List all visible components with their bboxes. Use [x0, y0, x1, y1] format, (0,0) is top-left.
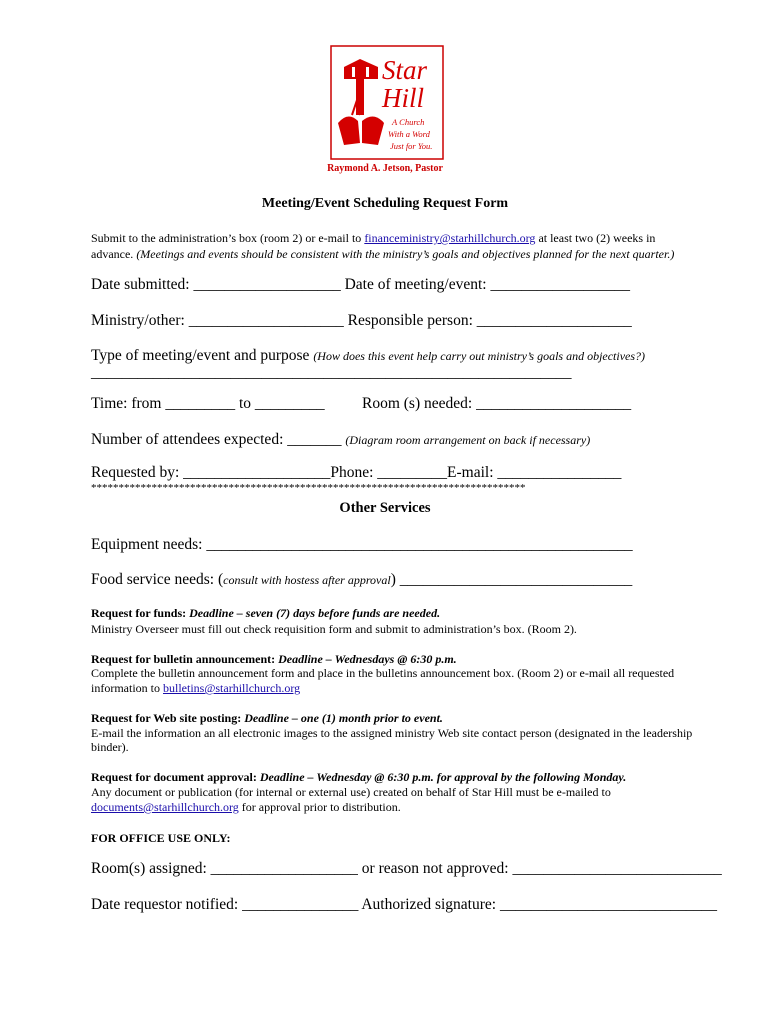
type-line[interactable]: ______________________________________________________________	[91, 364, 572, 381]
intro-note: (Meetings and events should be consistent with the ministry’s goals and objectives planned for the next quarter.)	[136, 247, 675, 261]
intro-text-a: Submit to the administration’s box (room 2) or e-mail to	[91, 231, 365, 245]
funds-text: Ministry Overseer must fill out check requisition form and submit to administration’s box. (Room 2).	[91, 622, 577, 636]
doc-deadline: Deadline – Wednesday @ 6:30 p.m. for approval by the following Monday.	[259, 770, 627, 784]
funds-label: Request for funds:	[91, 606, 190, 620]
web-deadline: Deadline – one (1) month prior to event.	[244, 711, 443, 725]
logo-line2: Hill	[382, 83, 425, 113]
logo-tag2: With a Word	[388, 129, 430, 139]
attendees-field[interactable]	[91, 431, 590, 449]
ministry-field[interactable]: Ministry/other: ____________________ Responsible person: ____________________	[91, 312, 632, 329]
star-divider: *******************************************************************************	[91, 482, 526, 494]
bulletin-label: Request for bulletin announcement:	[91, 652, 279, 666]
food-line: ) ______________________________	[390, 571, 633, 588]
doc-text1: Any document or publication (for internal or external use) created on behalf of Star Hill must be e-mailed to	[91, 785, 611, 799]
type-note: (How does this event help carry out ministry’s goals and objectives?)	[313, 349, 646, 363]
logo-line1: Star	[382, 55, 428, 85]
intro-line2	[91, 247, 674, 262]
rooms-assigned-field[interactable]: Room(s) assigned: ___________________ or reason not approved: ___________________________	[91, 860, 722, 877]
web-text1: E-mail the information an all electronic images to the assigned ministry Web site contact person (designated in the leadership	[91, 726, 693, 740]
intro-text-c: advance.	[91, 247, 137, 261]
logo-graphic	[330, 45, 444, 160]
logo-tag3: Just for You.	[390, 141, 433, 151]
web-label: Request for Web site posting:	[91, 711, 245, 725]
finance-email-link[interactable]: financeministry@starhillchurch.org	[364, 231, 536, 245]
doc-heading	[91, 770, 626, 785]
type-label: Type of meeting/event and purpose	[91, 347, 314, 364]
intro-line1	[91, 231, 655, 246]
rooms-needed-field[interactable]: Room (s) needed: ____________________	[362, 395, 632, 412]
equipment-field[interactable]: Equipment needs: _______________________________________________________	[91, 536, 633, 553]
food-service-field[interactable]	[91, 571, 632, 589]
documents-email-link[interactable]: documents@starhillchurch.org	[91, 800, 239, 814]
office-use-label: FOR OFFICE USE ONLY:	[91, 831, 231, 845]
bulletin-text1: Complete the bulletin announcement form and place in the bulletins announcement box. (Room 2) or e-mail all requested	[91, 666, 675, 680]
date-notified-field[interactable]: Date requestor notified: _______________ Authorized signature: ____________________________	[91, 896, 717, 913]
other-services-title: Other Services	[339, 500, 431, 516]
bulletin-heading	[91, 652, 457, 667]
web-text2: binder).	[91, 740, 129, 754]
type-field[interactable]	[91, 347, 645, 365]
doc-text2	[91, 800, 401, 815]
pastor-name: Raymond A. Jetson, Pastor	[327, 163, 443, 174]
star-hill-logo	[330, 45, 444, 160]
food-note: consult with hostess after approval	[223, 573, 391, 587]
attendees-label: Number of attendees expected: _______	[91, 431, 346, 448]
intro-text-b: at least two (2) weeks in	[535, 231, 656, 245]
bulletin-deadline: Deadline – Wednesdays @ 6:30 p.m.	[278, 652, 457, 666]
funds-heading	[91, 606, 440, 621]
web-heading	[91, 711, 443, 726]
bulletin-text2	[91, 681, 300, 696]
food-label: Food service needs: (	[91, 571, 224, 588]
attendees-note: (Diagram room arrangement on back if necessary)	[345, 433, 591, 447]
bulletin-text2-label: information to	[91, 681, 163, 695]
date-submitted-field[interactable]: Date submitted: ___________________ Date of meeting/event: __________________	[91, 276, 630, 293]
form-title: Meeting/Event Scheduling Request Form	[261, 196, 509, 211]
requested-by-field[interactable]: Requested by: ___________________Phone: _________E-mail: ________________	[91, 464, 622, 481]
doc-label: Request for document approval:	[91, 770, 260, 784]
logo-tag1: A Church	[392, 117, 425, 127]
funds-deadline: Deadline – seven (7) days before funds are needed.	[189, 606, 441, 620]
time-field[interactable]: Time: from _________ to _________	[91, 395, 325, 412]
doc-text2-tail: for approval prior to distribution.	[238, 800, 401, 814]
bulletins-email-link[interactable]: bulletins@starhillchurch.org	[163, 681, 301, 695]
